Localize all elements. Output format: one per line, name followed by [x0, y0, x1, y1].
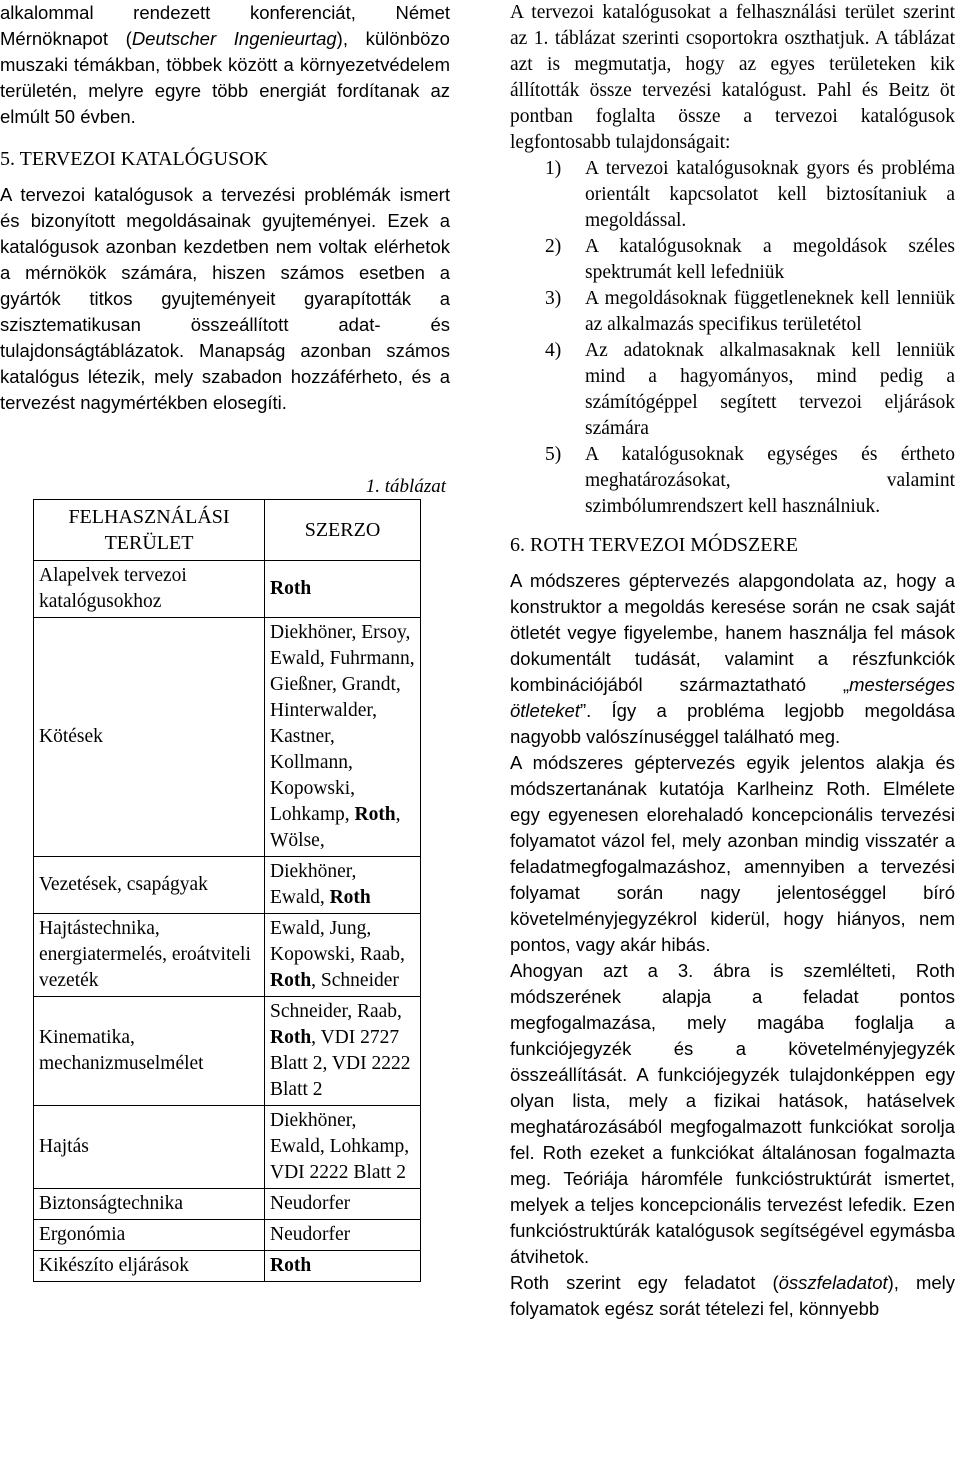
section5-paragraph: A tervezoi katalógusok a tervezési problémák ismert és bizonyított megoldásainak gyujteményei. Ezek a katalógusok azonban kezdetben nem voltak elérhetok a mérnökök számára, hiszen számos esetben a gyártók titkos gyujteményeit gyarapították a szisztematikusan összeállított adat- és tulajdonságtáblázatok. Manapság azonban számos katalógus létezik, mely szabadon hozzáférheto, és a tervezést nagymértékben elosegíti.	[0, 184, 450, 413]
table-cell-authors: Diekhöner, Ewald, Roth	[265, 857, 421, 914]
right-intro-paragraph: A tervezoi katalógusokat a felhasználási terület szerint az 1. táblázat szerinti csoportokra oszthatjuk. A táblázat azt is megmutatja, hogy az egyes területeken kik állították össze tervezési katalógust. Pahl és Beitz öt pontban foglalta össze a tervezoi katalógusok legfontosabb tulajdonságait:	[510, 2, 955, 153]
table-cell-authors: Diekhöner, Ewald, Lohkamp, VDI 2222 Blatt 2	[265, 1106, 421, 1189]
list-item-number: 4)	[545, 340, 562, 361]
list-item-text: A tervezoi katalógusoknak gyors és probléma orientált kapcsolatot kell biztosítaniuk a megoldással.	[585, 158, 955, 231]
list-item	[510, 234, 955, 286]
usage-area-table	[33, 499, 421, 1282]
list-item	[510, 338, 955, 442]
table-cell-area: Ergonómia	[34, 1220, 265, 1251]
table-cell-authors: Neudorfer	[265, 1189, 421, 1220]
table-cell-area: Kötések	[34, 618, 265, 857]
section6-paragraph-2: A módszeres géptervezés egyik jelentos alakja és módszertanának kutatója Karlheinz Roth. Elmélete egy egyenesen elorehaladó koncepcionális tervezési folyamatot vázol fel, mely azonban mindig visszatér a feladatmegfogalmazáshoz, amennyiben a tervezési folyamat során nagy jelentoséggel bíró követelményjegyzékrol kiderül, hogy hiányos, nem pontos, vagy akár hibás.	[510, 752, 955, 955]
section6-paragraph-3: Ahogyan azt a 3. ábra is szemlélteti, Roth módszerének alapja a feladat pontos megfogalmazása, mely magába foglalja a funkciójegyzék és a követelményjegyzék összeállítását. A funkciójegyzék tulajdonképpen egy olyan lista, mely a fizikai hatások, hatáselvek meghatározásából megfogalmazott funkciókat sorolja fel. Roth ezeket a funkciókat általánosan fogalmazta meg. Teóriája háromféle funkcióstruktúrát ismertet, melyek a teljes koncepcionális tervezést lefedik. Ezen funkcióstruktúrák katalógusok segítségével egymásba átvihetok.	[510, 960, 955, 1267]
table-header-author: SZERZO	[265, 500, 421, 561]
table-header-area: FELHASZNÁLÁSI TERÜLET	[34, 500, 265, 561]
table-cell-authors: Roth	[265, 1251, 421, 1282]
table-cell-area: Hajtástechnika, energiatermelés, eroátviteli vezeték	[34, 914, 265, 997]
section6-heading: 6. ROTH TERVEZOI MÓDSZERE	[510, 534, 799, 556]
table-row	[34, 1189, 421, 1220]
table-row	[34, 618, 421, 857]
right-column	[510, 0, 955, 1322]
table-cell-area: Hajtás	[34, 1106, 265, 1189]
table-cell-area: Kikészíto eljárások	[34, 1251, 265, 1282]
intro-paragraph: alkalommal rendezett konferenciát, Német Mérnöknapot (Deutscher Ingenieurtag), különbözo muszaki témákban, többek között a környezetvédelem területén, melyre egyre több energiát fordítanak az elmúlt 50 évben.	[0, 2, 450, 127]
list-item-number: 1)	[545, 158, 562, 179]
table-cell-authors: Roth	[265, 561, 421, 618]
table-cell-area: Vezetések, csapágyak	[34, 857, 265, 914]
list-item-text: A megoldásoknak függetleneknek kell lenniük az alkalmazás specifikus területétol	[585, 288, 955, 335]
list-item-number: 2)	[545, 236, 562, 257]
list-item-number: 3)	[545, 288, 562, 309]
property-list	[510, 156, 955, 520]
left-column	[0, 0, 450, 416]
table-row	[34, 561, 421, 618]
list-item	[510, 286, 955, 338]
table-cell-authors: Neudorfer	[265, 1220, 421, 1251]
list-item	[510, 156, 955, 234]
list-item-text: Az adatoknak alkalmasaknak kell lenniük mind a hagyományos, mind pedig a számítógéppel segített tervezoi eljárások számára	[585, 340, 955, 439]
list-item-text: A katalógusoknak egységes és értheto meghatározásokat, valamint szimbólumrendszert kell használniuk.	[585, 444, 955, 517]
table-row	[34, 1220, 421, 1251]
table-caption: 1. táblázat	[365, 476, 446, 497]
table-cell-authors: Ewald, Jung, Kopowski, Raab, Roth, Schneider	[265, 914, 421, 997]
table-row	[34, 914, 421, 997]
list-item-number: 5)	[545, 444, 562, 465]
table-row	[34, 997, 421, 1106]
table-cell-area: Kinematika, mechanizmuselmélet	[34, 997, 265, 1106]
intro-italic-term: Deutscher Ingenieurtag	[131, 28, 337, 49]
table-row	[34, 1106, 421, 1189]
table-cell-authors: Schneider, Raab, Roth, VDI 2727 Blatt 2, VDI 2222 Blatt 2	[265, 997, 421, 1106]
table-cell-area: Alapelvek tervezoi katalógusokhoz	[34, 561, 265, 618]
table-row	[34, 1251, 421, 1282]
table-row	[34, 857, 421, 914]
section6-paragraph-4: Roth szerint egy feladatot (összfeladatot), mely folyamatok egész sorát tételezi fel, könnyebb	[510, 1272, 956, 1319]
list-item	[510, 442, 955, 520]
section6-paragraph-1: A módszeres géptervezés alapgondolata az, hogy a konstruktor a megoldás keresése során ne csak saját ötletét vegye figyelembe, hanem használja fel mások dokumentált tudását, valamint a részfunkciók kombinációjából származtatható „mesterséges ötleteket”. Így a probléma legjobb megoldása nagyobb valószínuséggel található meg.	[510, 570, 955, 747]
table-cell-authors: Diekhöner, Ersoy, Ewald, Fuhrmann, Gießner, Grandt, Hinterwalder, Kastner, Kollmann, Kopowski, Lohkamp, Roth, Wölse,	[265, 618, 421, 857]
section5-heading: 5. TERVEZOI KATALÓGUSOK	[0, 148, 269, 170]
table-cell-area: Biztonságtechnika	[34, 1189, 265, 1220]
list-item-text: A katalógusoknak a megoldások széles spektrumát kell lefedniük	[585, 236, 955, 283]
